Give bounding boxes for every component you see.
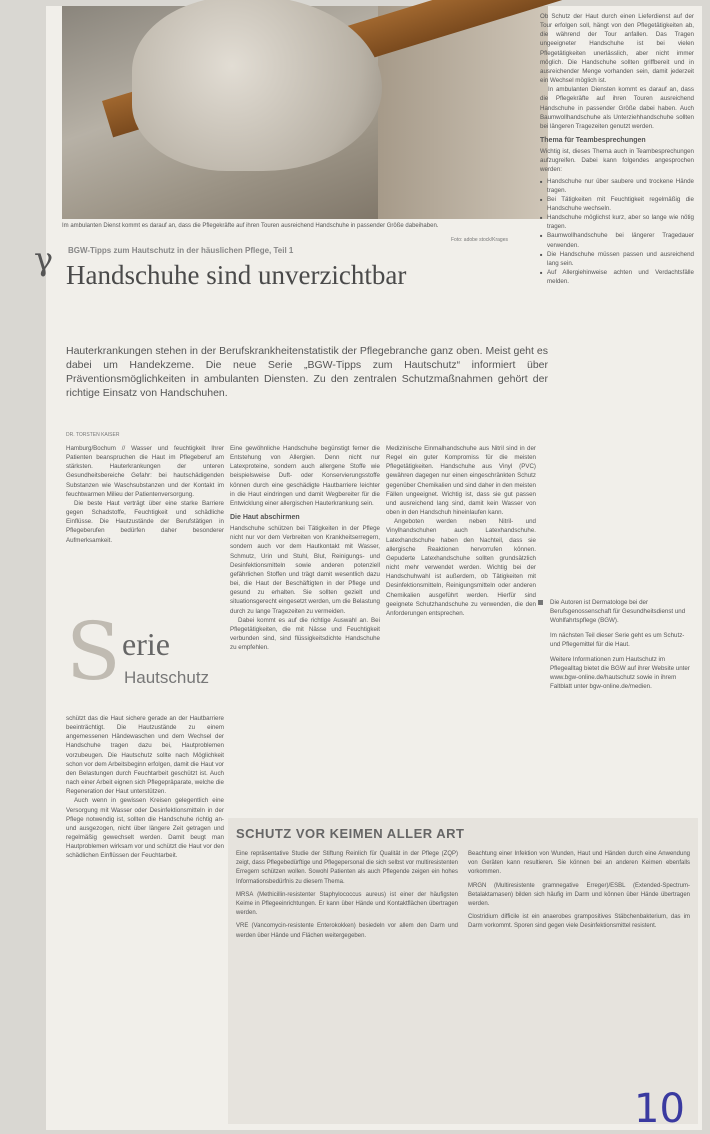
- handwritten-mark: γ: [34, 240, 54, 278]
- page-number: 10: [634, 1086, 685, 1132]
- series-logo-subtitle: Hautschutz: [124, 668, 210, 687]
- paragraph: Dabei kommt es auf die richtige Auswahl an. Bei Pflegetätigkeiten, die mit Nässe und Feuchtigkeit verbunden sind, sind flüssigkeitsdichte Handschuhe zu empfehlen.: [230, 616, 380, 652]
- subheading: Die Haut abschirmen: [230, 514, 300, 522]
- article-column-1-lower: [66, 714, 224, 861]
- paragraph: Wichtig ist, dieses Thema auch in Teambesprechungen aufzugreifen. Dabei kann folgendes angesprochen werden:: [540, 148, 694, 174]
- paragraph: schützt das die Haut sichere gerade an der Hautbarriere beeinträchtigt. Die Hautzustände zu einem angemessenen Händewaschen und dem Wechsel der Handschuhe tragen dazu bei, Hautproblemen vorzubeugen. Die Hautschutz sollte nach Möglichkeit schon vor dem Arbeitsbeginn erfolgen, damit die Haut vor den Belastungen durch Feuchtarbeit geschützt ist. Auch nach einer Arbeit eignen sich Pflegepräparate, welche die Regeneration der Haut unterstützen.: [66, 715, 224, 796]
- info-box: [228, 818, 698, 1124]
- paragraph: Auch wenn in gewissen Kreisen gelegentlich eine Versorgung mit Wasser oder Desinfektionsmitteln in der Pflege notwendig ist, sollten die Handschuhe richtig an- und ausgezogen, nicht über längere Zeit getragen und regelmäßig gewechselt werden. Damit beugt man Hautproblemen wirksam vor und schützt die Haut vor den schädlichen Einflüssen der Feuchtarbeit.: [66, 797, 224, 860]
- article-kicker: BGW-Tipps zum Hautschutz in der häuslichen Pflege, Teil 1: [68, 246, 294, 255]
- list-item: ■ Auf Allergiehinweise achten und Verdachtsfälle melden.: [540, 268, 694, 286]
- list-item: ■ Handschuhe nur über saubere und trockene Hände tragen.: [540, 177, 694, 195]
- article-photo: [62, 6, 548, 219]
- article-byline: DR. TORSTEN KAISER: [66, 432, 120, 438]
- paragraph: Beachtung einer Infektion von Wunden, Haut und Händen durch eine Anwendung von Geräten kann resultieren. Sie können bei an anderen Keimen ebenfalls vorkommen.: [468, 851, 690, 876]
- info-box-column-1: [236, 850, 458, 941]
- paragraph: Die Autoren ist Dermatologe bei der Berufsgenossenschaft für Gesundheitsdienst und Wohlfahrtspflege (BGW).: [550, 599, 686, 624]
- subheading: Thema für Teambesprechungen: [540, 137, 646, 145]
- info-box-column-2: [468, 850, 690, 932]
- paragraph: MRGN (Multiresistente gramnegative Erreger)/ESBL (Extended-Spectrum-Betalaktamasen) bilden sich häufig im Darm und können über Hände übertragen werden.: [468, 882, 690, 908]
- paragraph: In ambulanten Diensten kommt es darauf an, dass die Pflegekräfte auf ihren Touren ausreichend Handschuhe in passender Größe dabei haben. Auch Baumwollhandschuhe als Unterziehhandschuhe sollten bei längeren Tragezeiten genutzt werden.: [540, 86, 694, 130]
- photo-caption: Im ambulanten Dienst kommt es darauf an, dass die Pflegekräfte auf ihren Touren ausreichend Handschuhe in passender Größe dabeihaben.: [62, 223, 439, 229]
- paragraph: Hamburg/Bochum // Wasser und feuchtigkeit Ihrer Patienten beanspruchen die Haut im Pflegeberuf am stärksten. Hauterkrankungen der unteren Gesundheitsbereiche Gefahr: bei hautschädigenden Substanzen wie Waschsubstanzen und der Kontakt im feuchtwarmen Milieu der Patientenversorgung.: [66, 445, 224, 498]
- paragraph: Im nächsten Teil dieser Serie geht es um Schutz- und Pflegemittel für die Haut.: [550, 632, 685, 648]
- article-column-2: [230, 444, 380, 652]
- article-column-1: [66, 444, 224, 545]
- right-column: [540, 12, 694, 286]
- paragraph: VRE (Vancomycin-resistente Enterokokken) besiedeln vor allem den Darm und werden über Hände und Flächen weitergegeben.: [236, 923, 458, 939]
- article-lead: Hauterkrankungen stehen in der Berufskrankheitenstatistik der Pflegebranche ganz oben. Meist geht es dabei um Handekzeme. Die neue Serie „BGW-Tipps zum Hautschutz“ informiert über Präventionsmöglichkeiten in ambulanten Diensten. Zu den zentralen Schutzmaßnahmen gehört der richtige Einsatz von Handschuhen.: [66, 345, 548, 399]
- article-column-3: [386, 444, 536, 618]
- paragraph: Medizinische Einmalhandschuhe aus Nitril sind in der Regel ein guter Kompromiss für die meisten Pflegetätigkeiten. Handschuhe aus Vinyl (PVC) gewähren dagegen nur einen eingeschränkten Schutz gegenüber Chemikalien und sind daher in den meisten Fällen ungeeignet. Wichtig ist, dass sie gut passen und ausreichend lang sind, damit kein Wasser von oben in den Handschuh hineinlaufen kann.: [386, 445, 536, 517]
- list-item: ■ Handschuhe möglichst kurz, aber so lange wie nötig tragen.: [540, 213, 694, 231]
- photo-credit: Foto: adobe stock/Krages: [451, 237, 508, 243]
- list-item: ■ Bei Tätigkeiten mit Feuchtigkeit regelmäßig die Handschuhe wechseln.: [540, 195, 694, 213]
- paragraph: Angeboten werden neben Nitril- und Vinylhandschuhen auch Latexhandschuhe. Latexhandschuhe haben den Nachteil, dass sie allergische Reaktionen hervorrufen können. Gepuderte Latexhandschuhe sollten grundsätzlich nicht mehr verwendet werden. Wichtig bei der Handschuhwahl ist außerdem, ob Tätigkeiten mit Desinfektionsmitteln, Reinigungsmitteln oder anderen Chemikalien ausgeführt werden. Hierfür sind geeignete Schutzhandschuhe zu verwenden, die den Anforderungen entsprechen.: [386, 518, 536, 617]
- paragraph: Ob Schutz der Haut durch einen Lieferdienst auf der Tour erfolgen soll, hängt von den Pflegetätigkeiten ab, die während der Tour anfallen. Das Tragen ungeeigneter Handschuhe ist bei vielen Pflegetätigkeiten unerlässlich, aber nicht immer möglich. Die Handschuhe sollten griffbereit und in ausreichender Menge vorhanden sein, damit jederzeit ein Wechsel möglich ist.: [540, 13, 694, 85]
- paragraph: MRSA (Methicillin-resistenter Staphylococcus aureus) ist einer der häufigsten Keime in Pflegeeinrichtungen. Er kann über Hände und Kontaktflächen übertragen werden.: [236, 891, 458, 917]
- series-logo: [66, 605, 236, 708]
- paragraph: Clostridium difficile ist ein anaerobes grampositives Stäbchenbakterium, das im Darm vorkommt. Sporen sind gegen viele Desinfektionsmittel resistent.: [468, 914, 690, 930]
- series-logo-word: erie: [122, 626, 170, 662]
- article-headline: Handschuhe sind unverzichtbar: [66, 260, 407, 290]
- info-box-title: SCHUTZ VOR KEIMEN ALLER ART: [236, 826, 465, 841]
- author-infobox: [538, 598, 694, 697]
- paragraph: Die beste Haut verträgt über eine starke Barriere gegen Schadstoffe, Feuchtigkeit und schädliche Einflüsse. Die Hautzustände der Berufstätigen in Pflegeberufen bedürfen daher besonderer Aufmerksamkeit.: [66, 499, 224, 544]
- infobox-square-icon: [538, 600, 543, 605]
- photo-gloved-hand: [132, 0, 382, 171]
- paragraph: Weitere Informationen zum Hautschutz im Pflegealltag bietet die BGW auf ihrer Website unter www.bgw-online.de/hautschutz sowie in ihrem Faltblatt unter bgw-online.de/medien.: [550, 656, 690, 690]
- series-logo-letter: S: [66, 605, 121, 698]
- tips-list: [540, 177, 694, 287]
- paragraph: Eine repräsentative Studie der Stiftung Reinlich für Qualität in der Pflege (ZQP) zeigt, dass Pflegebedürftige und Pflegepersonal die sich selbst vor multiresistenten Erregern schützen wollen. Sowohl Patienten als auch Pflegende zeigen ein hohes Informationsbedürfnis zu diesem Thema.: [236, 851, 458, 885]
- newspaper-page: [34, 6, 702, 1132]
- list-item: ■ Die Handschuhe müssen passen und ausreichend lang sein.: [540, 250, 694, 268]
- list-item: ■ Baumwollhandschuhe bei längerer Tragedauer verwenden.: [540, 231, 694, 249]
- paragraph: Handschuhe schützen bei Tätigkeiten in der Pflege nicht nur vor dem Verbreiten von Krankheitserregern, sondern auch vor dem Hautkontakt mit Wasser, Schmutz, Urin und Stuhl, Blut, Reinigungs- und Desinfektionsmitteln sowie anderen potenziell gefährlichen Stoffen und trägt damit wesentlich dazu bei, die Haut der Beschäftigten in der Pflege und gesund zu erhalten. Sie sollten gezielt und situationsgerecht eingesetzt werden, um die Belastung durch zu lange Tragezeiten zu vermeiden.: [230, 525, 380, 615]
- paragraph: Eine gewöhnliche Handschuhe begünstigt ferner die Entstehung von Allergien. Denn nicht nur Latexproteine, sondern auch allergene Stoffe wie beispielsweise Duft- oder Konservierungsstoffe können durch eine geschädigte Hautbarriere leichter in die Haut eindringen und damit Wegbereiter für die Entwicklung einer allergischen Hauterkrankung sein.: [230, 445, 380, 507]
